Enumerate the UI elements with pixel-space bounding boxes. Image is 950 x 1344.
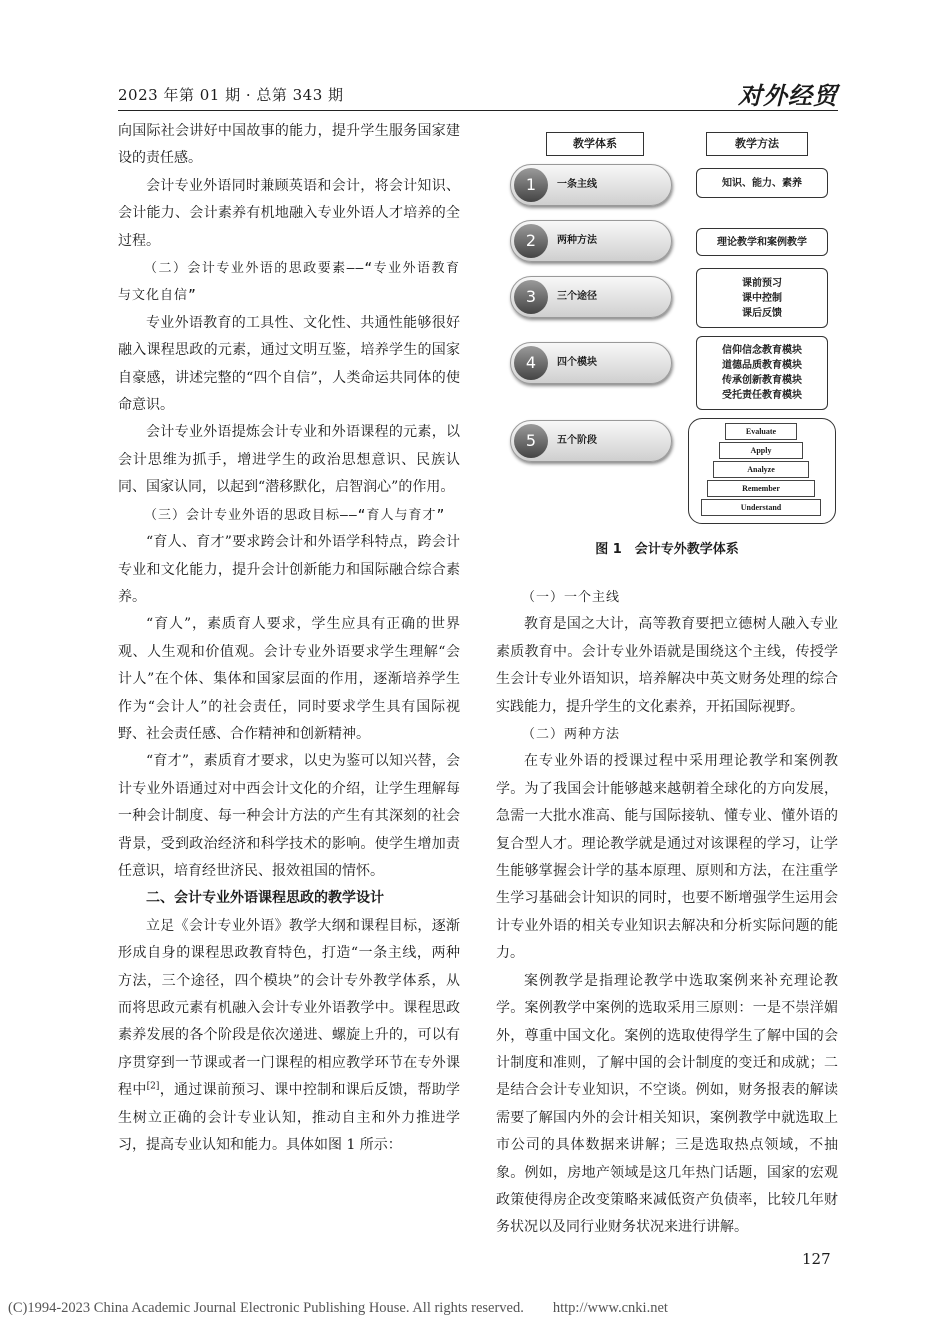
journal-logo: 对外经贸 — [738, 81, 838, 110]
paragraph-text: 立足《会计专业外语》教学大纲和课程目标，逐渐形成自身的课程思政教育特色，打造“一条主线，两种方法，三个途径，四个模块”的会计专外教学体系，从而将思政元素有机融入会计专业外语教学中。课程思政素养发展的各个阶段是依次递进、螺旋上升的，可以有序贯穿到一节课或者一门课程的相应教学环节在专外课程中 — [118, 917, 460, 1099]
figure-col-head-method: 教学方法 — [706, 132, 808, 156]
right-column — [496, 584, 838, 1242]
pyramid-step: Analyze — [713, 461, 809, 478]
method-item: 课后反馈 — [742, 307, 782, 319]
citation: [2] — [146, 1081, 160, 1092]
row-number: 1 — [514, 168, 548, 202]
paragraph — [118, 913, 460, 1160]
paragraph: 向国际社会讲好中国故事的能力，提升学生服务国家建设的责任感。 — [118, 123, 460, 167]
figure-col-head-system: 教学体系 — [546, 132, 644, 156]
system-row-3 — [510, 276, 672, 318]
method-box-4 — [696, 336, 828, 410]
copyright-footer: (C)1994-2023 China Academic Journal Electronic Publishing House. All rights reserved. http://www.cnki.net — [8, 1300, 668, 1316]
subsection-heading: （一）一个主线 — [522, 590, 621, 605]
method-item: 受托责任教育模块 — [722, 390, 802, 401]
row-number: 3 — [514, 280, 548, 314]
pyramid-step: Evaluate — [725, 423, 797, 440]
row-number: 5 — [514, 424, 548, 458]
paragraph: 教育是国之大计，高等教育要把立德树人融入专业素质教育中。会计专业外语就是围绕这个主线，传授学生会计专业外语知识，培养解决中英文财务处理的综合实践能力，提升学生的文化素养，开拓国际视野。 — [496, 616, 838, 715]
method-item: 道德品质教育模块 — [722, 360, 802, 371]
row-label: 一条主线 — [557, 179, 597, 190]
pyramid-step: Apply — [719, 442, 803, 459]
method-item: 传承创新教育模块 — [722, 375, 802, 386]
method-box-1 — [696, 168, 828, 198]
subsection-heading: （二）两种方法 — [522, 727, 621, 743]
left-column — [118, 118, 460, 1159]
paragraph: 会计专业外语提炼会计专业和外语课程的元素，以会计思维为抓手，增进学生的政治思想意识、民族认同、国家认同，以起到“潜移默化，启智润心”的作用。 — [118, 424, 460, 496]
method-item: 课中控制 — [742, 292, 782, 304]
system-row-1 — [510, 164, 672, 206]
figure-teaching-system — [500, 118, 840, 528]
paragraph: 案例教学是指理论教学中选取案例来补充理论教学。案例教学中案例的选取采用三原则：一是不崇洋媚外，尊重中国文化。案例的选取使得学生了解中国的会计制度和准则，了解中国的会计制度的变迁和成就；二是结合会计专业知识，不空谈。例如，财务报表的解读需要了解国内外的会计相关知识，案例教学中就选取上市公司的具体数据来讲解；三是选取热点领域，不抽象。例如，房地产领域是这几年热门话题，国家的宏观政策使得房企改变策略来减低资产负债率，比较几年财务状况以及同行业财务状况来进行讲解。 — [496, 972, 838, 1236]
method-item: 理论教学和案例教学 — [717, 236, 807, 248]
system-row-5 — [510, 420, 672, 462]
system-row-4 — [510, 342, 672, 384]
paragraph: “育才”，素质育才要求，以史为鉴可以知兴替，会计专业外语通过对中西会计文化的介绍，让学生理解每一种会计制度、每一种会计方法的产生有其深刻的社会背景，受到政治经济和科学技术的影响。使学生增加责任意识，培育经世济民、报效祖国的情怀。 — [118, 753, 460, 879]
row-number: 4 — [514, 346, 548, 380]
subsection-heading: （二）会计专业外语的思政要素——“专业外语教育与文化自信” — [118, 261, 460, 304]
paragraph: 会计专业外语同时兼顾英语和会计，将会计知识、会计能力、会计素养有机地融入专业外语人才培养的全过程。 — [118, 177, 460, 249]
paragraph: 在专业外语的授课过程中采用理论教学和案例教学。为了我国会计能够越来越朝着全球化的方向发展，急需一大批水准高、能与国际接轨、懂专业、懂外语的复合型人才。理论教学就是通过对该课程的学习，让学生能够掌握会计学的基本原理、原则和方法，在注重学生学习基础会计知识的同时，也要不断增强学生运用会计专业外语的相关专业知识去解决和分析实际问题的能力。 — [496, 753, 838, 962]
section-heading: 二、会计专业外语课程思政的教学设计 — [146, 890, 384, 907]
running-header — [118, 78, 838, 110]
row-label: 两种方法 — [557, 235, 597, 246]
method-item: 信仰信念教育模块 — [722, 345, 802, 356]
header-rule — [118, 110, 838, 111]
system-row-2 — [510, 220, 672, 262]
method-item: 课前预习 — [742, 277, 782, 289]
row-number: 2 — [514, 224, 548, 258]
method-box-3 — [696, 268, 828, 328]
method-box-2 — [696, 228, 828, 256]
row-label: 三个途径 — [557, 291, 597, 302]
pyramid-step: Remember — [707, 480, 815, 497]
bloom-pyramid — [688, 418, 836, 524]
row-label: 五个阶段 — [557, 435, 597, 446]
method-item: 知识、能力、素养 — [722, 177, 802, 189]
paragraph: 专业外语教育的工具性、文化性、共通性能够很好融入课程思政的元素，通过文明互鉴，培养学生的国家自豪感，讲述完整的“四个自信”，人类命运共同体的使命意识。 — [118, 314, 460, 414]
page-number: 127 — [802, 1250, 831, 1268]
subsection-heading: （三）会计专业外语的思政目标——“育人与育才” — [144, 507, 446, 523]
paragraph-text: ，通过课前预习、课中控制和课后反馈，帮助学生树立正确的会计专业认知，推动自主和外力推进学习，提高专业认知和能力。具体如图 1 所示： — [118, 1082, 461, 1154]
figure-caption: 图 1 会计专外教学体系 — [595, 542, 739, 557]
paragraph: “育人”，素质育人要求，学生应具有正确的世界观、人生观和价值观。会计专业外语要求学生理解“会计人”在个体、集体和国家层面的作用，逐渐培养学生作为“会计人”的社会责任，同时要求学生具有国际视野、社会责任感、合作精神和创新精神。 — [118, 616, 460, 742]
row-label: 四个模块 — [557, 357, 597, 368]
issue-info: 2023 年第 01 期 · 总第 343 期 — [118, 86, 344, 104]
pyramid-step: Understand — [701, 499, 821, 516]
paragraph: “育人、育才”要求跨会计和外语学科特点，跨会计专业和文化能力，提升会计创新能力和国际融合综合素养。 — [118, 534, 460, 605]
